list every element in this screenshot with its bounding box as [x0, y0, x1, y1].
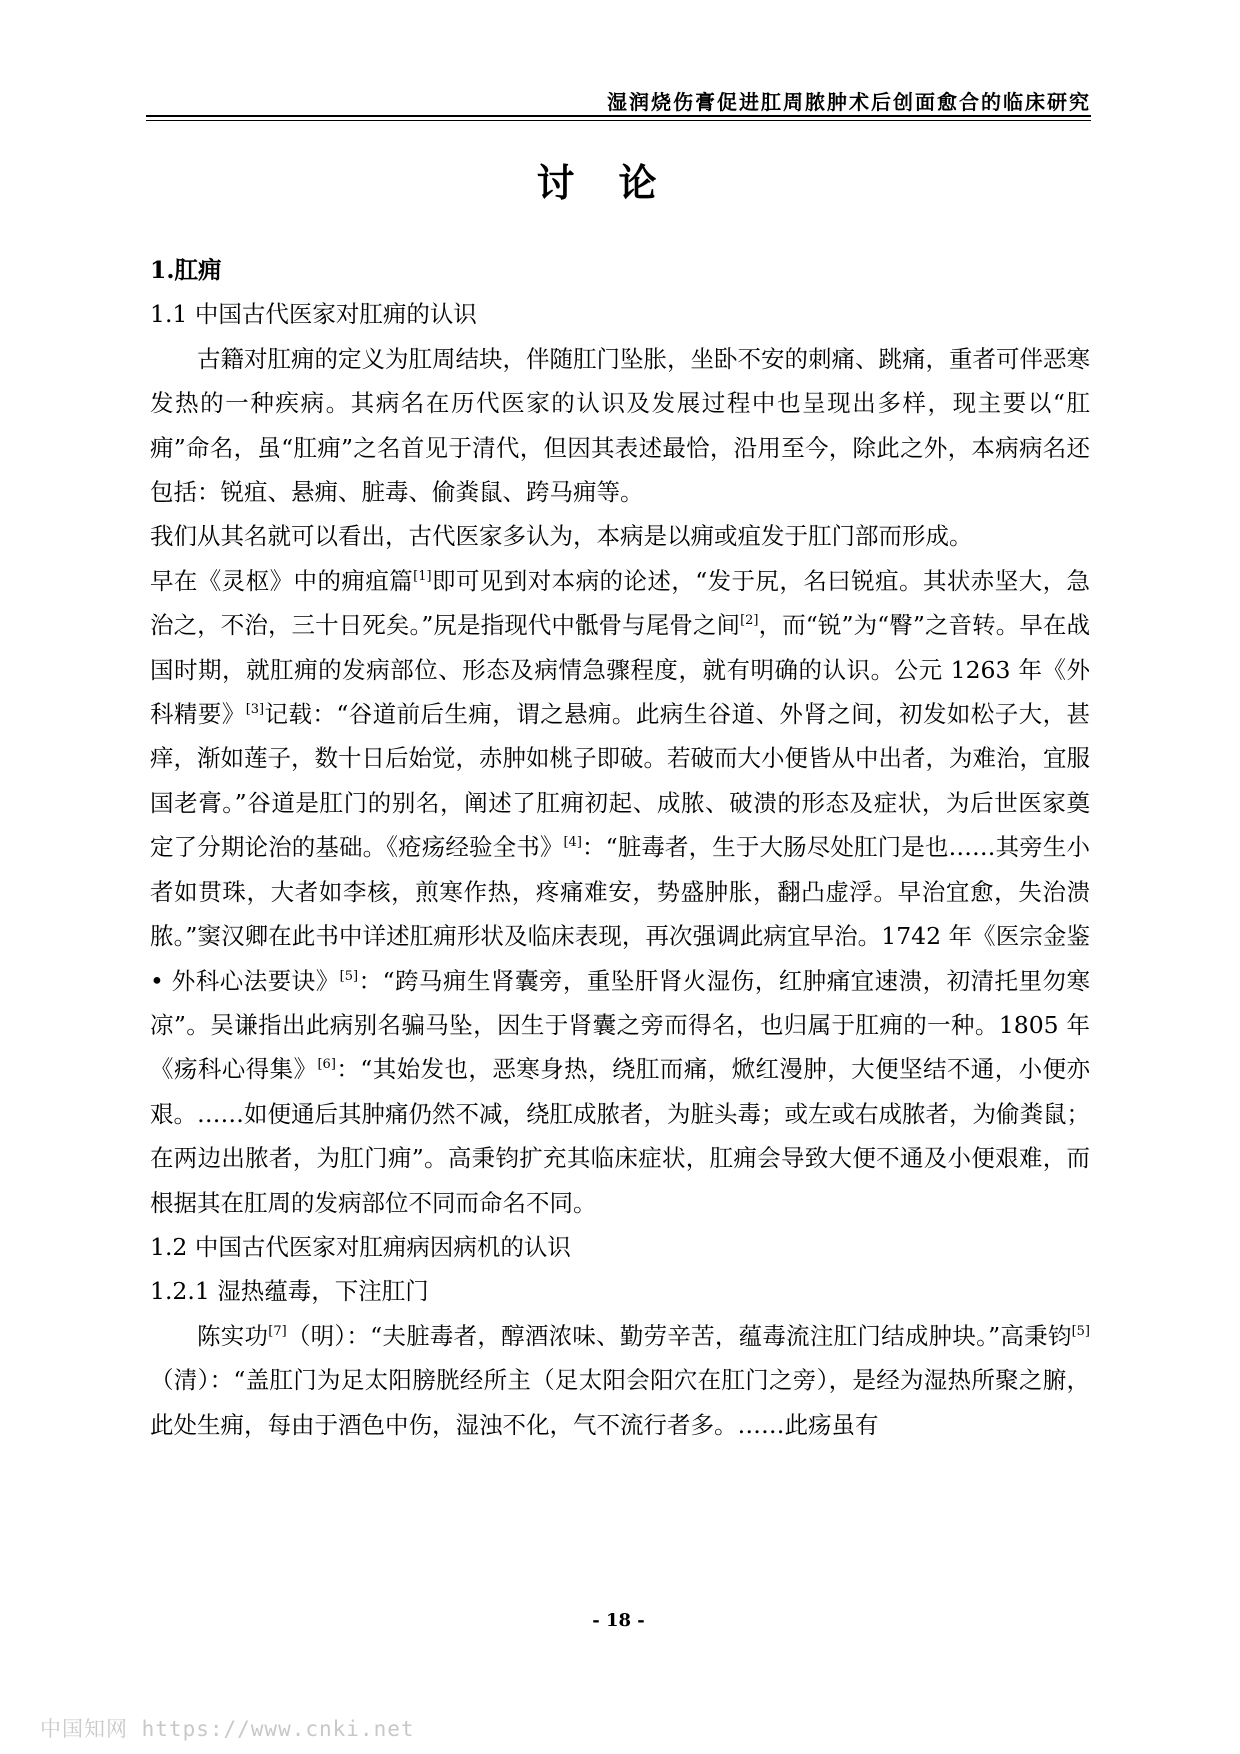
citation: [4]: [563, 835, 582, 851]
header-rule: [146, 115, 1091, 117]
citation: [3]: [245, 702, 265, 718]
citation: [7]: [268, 1323, 287, 1339]
running-header: 湿润烧伤膏促进肛周脓肿术后创面愈合的临床研究: [607, 90, 1091, 114]
text-run: ：“跨马痈生肾囊旁，重坠肝肾火湿伤，红肿痛宜速溃，初清托里勿寒凉”。吴谦指出此病别名骗马坠，因生于肾囊之旁而得名，也归属于肛痈的一种。1805 年《疡科心得集》: [150, 966, 1090, 1084]
citation: [2]: [740, 613, 759, 629]
body-text: [150, 248, 1090, 1447]
paragraph: 我们从其名就可以看出，古代医家多认为，本病是以痈或疽发于肛门部而形成。: [150, 522, 973, 551]
paragraph: [150, 1314, 1090, 1447]
subsection-heading: 1.2 中国古代医家对肛痈病因病机的认识: [150, 1232, 571, 1261]
page-number: - 18 -: [592, 1610, 645, 1631]
subsection-heading: 1.1 中国古代医家对肛痈的认识: [150, 300, 477, 329]
citation: [5]: [339, 968, 359, 984]
header-rule-thin: [146, 120, 1091, 121]
section-heading: 1.肛痈: [150, 256, 222, 284]
citation: [5]: [1071, 1323, 1091, 1339]
text-run: ：“其始发也，恶寒身热，绕肛而痛，焮红漫肿，大便坚结不通，小便亦艰。……如便通后其肿痛仍然不减，绕肛成脓者，为脏头毒；或左或右成脓者，为偷粪鼠；在两边出脓者，为肛门痈”。高秉钧扩充其临床症状，肛痈会导致大便不通及小便艰难，而根据其在肛周的发病部位不同而命名不同。: [150, 1055, 1091, 1217]
text-run: （清）：“盖肛门为足太阳膀胱经所主（足太阳会阳穴在肛门之旁），是经为湿热所聚之腑，此处生痈，每由于酒色中伤，湿浊不化，气不流行者多。……此疡虽有: [150, 1366, 1090, 1439]
text-run: ，而“锐”为“臀”之音转。早在战国时期，就肛痈的发病部位、形态及病情急骤程度，就有明确的认识。公元 1263 年《外科精要》: [150, 611, 1090, 729]
text-run: ：“脏毒者，生于大肠尽处肛门是也……其旁生小者如贯珠，大者如李核，煎寒作热，疼痛难安，势盛肿胀，翻凸虚浮。早治宜愈，失治溃脓。”窦汉卿在此书中详述肛痈形状及临床表现，再次强调此病宜早治。1742 年《医宗金鉴 • 外科心法要诀》: [150, 833, 1091, 995]
citation: [6]: [317, 1057, 336, 1073]
citation: [1]: [413, 568, 432, 584]
paragraph: 古籍对肛痈的定义为肛周结块，伴随肛门坠胀，坐卧不安的刺痛、跳痛，重者可伴恶寒发热的一种疾病。其病名在历代医家的认识及发展过程中也呈现出多样，现主要以“肛痈”命名，虽“肛痈”之名首见于清代，但因其表述最恰，沿用至今，除此之外，本病病名还包括：锐疽、悬痈、脏毒、偷粪鼠、跨马痈等。: [150, 344, 1090, 507]
text-run: 陈实功: [197, 1321, 269, 1350]
text-run: （明）：“夫脏毒者，醇酒浓味、勤劳辛苦，蕴毒流注肛门结成肿块。”高秉钧: [286, 1321, 1072, 1350]
paragraph: [150, 559, 1090, 1225]
watermark: 中国知网 https://www.cnki.net: [40, 1717, 415, 1741]
text-run: 早在《灵枢》中的痈疽篇: [150, 566, 414, 595]
text-run: 记载：“谷道前后生痈，谓之悬痈。此病生谷道、外肾之间，初发如松子大，甚痒，渐如莲子，数十日后始觉，赤肿如桃子即破。若破而大小便皆从中出者，为难治，宜服国老膏。”谷道是肛门的别名，阐述了肛痈初起、成脓、破溃的形态及症状，为后世医家奠定了分期论治的基础。《疮疡经验全书》: [150, 700, 1091, 862]
page-title: 讨论: [536, 160, 701, 205]
subsubsection-heading: 1.2.1 湿热蕴毒，下注肛门: [150, 1277, 429, 1306]
text-run: 即可见到对本病的论述，“发于尻，名曰锐疽。其状赤坚大，急治之，不治，三十日死矣。”尻是指现代中骶骨与尾骨之间: [150, 566, 1090, 640]
